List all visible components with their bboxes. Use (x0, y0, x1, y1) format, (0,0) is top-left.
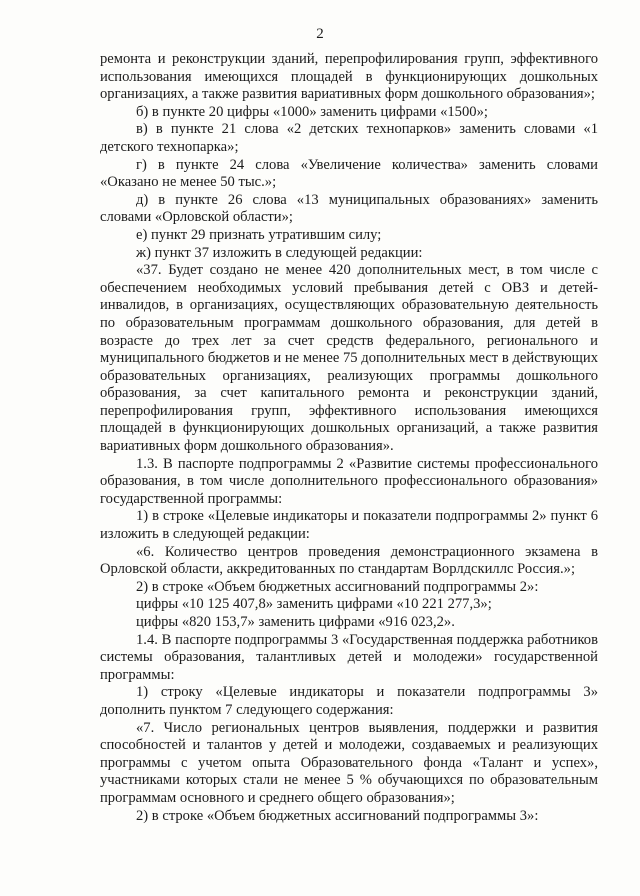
paragraph: е) пункт 29 признать утратившим силу; (136, 226, 382, 243)
paragraph: 1) в строке «Целевые индикаторы и показатели подпрограммы 2» пункт 6 изложить в следующей редакции: (100, 508, 598, 543)
paragraph: б) в пункте 20 цифры «1000» заменить цифрами «1500»; (136, 103, 488, 120)
paragraph: 1.4. В паспорте подпрограммы 3 «Государственная поддержка работников системы образования, талантливых детей и молодежи» государственной программы: (100, 631, 598, 683)
page-number: 2 (316, 26, 324, 42)
paragraph: «7. Число региональных центров выявления, поддержки и развития способностей и талантов у детей и молодежи, создаваемых и реализующих программы с учетом опыта Образовательного фонда «Талант и успех», участниками которых стали не менее 5 % обучающихся по образовательным программам основного и среднего общего образования»; (100, 719, 598, 806)
paragraph: «6. Количество центров проведения демонстрационного экзамена в Орловской области, аккредитованных по стандартам Ворлдскиллс Россия.»; (100, 543, 598, 578)
paragraph: г) в пункте 24 слова «Увеличение количества» заменить словами «Оказано не менее 50 тыс.»; (100, 156, 598, 191)
document-body (100, 51, 598, 825)
paragraph: 1.3. В паспорте подпрограммы 2 «Развитие системы профессионального образования, в том числе дополнительного профессионального образования» государственной программы: (100, 455, 598, 507)
paragraph: ремонта и реконструкции зданий, перепрофилирования групп, эффективного использования имеющихся площадей в функционирующих дошкольных организациях, а также развития вариативных форм дошкольного образования»; (100, 51, 598, 103)
paragraph: цифры «10 125 407,8» заменить цифрами «10 221 277,3»; (136, 596, 492, 613)
paragraph: цифры «820 153,7» заменить цифрами «916 023,2». (136, 614, 455, 630)
paragraph: ж) пункт 37 изложить в следующей редакции: (136, 244, 423, 261)
paragraph: 2) в строке «Объем бюджетных ассигнований подпрограммы 3»: (136, 807, 539, 824)
paragraph: в) в пункте 21 слова «2 детских технопарков» заменить словами «1 детского технопарка»; (100, 121, 598, 155)
paragraph: 2) в строке «Объем бюджетных ассигнований подпрограммы 2»: (136, 578, 539, 595)
paragraph: «37. Будет создано не менее 420 дополнительных мест, в том числе с обеспечением необходимых условий пребывания детей с ОВЗ и детей-инвалидов, в организациях, осуществляющих образовательную деятельность по образовательным программам дошкольного образования, для детей в возрасте до трех лет за счет средств федерального, регионального и муниципального бюджетов и не менее 75 дополнительных мест в действующих образовательных организациях, реализующих программы дошкольного образования, за счет капитального ремонта и реконструкции зданий, перепрофилирования групп, эффективного использования имеющихся площадей в функционирующих дошкольных организаций, а также развития вариативных форм дошкольного образования». (100, 262, 598, 455)
paragraph: 1) строку «Целевые индикаторы и показатели подпрограммы 3» дополнить пунктом 7 следующего содержания: (100, 684, 598, 718)
paragraph: д) в пункте 26 слова «13 муниципальных образованиях» заменить словами «Орловской области»; (100, 191, 598, 226)
